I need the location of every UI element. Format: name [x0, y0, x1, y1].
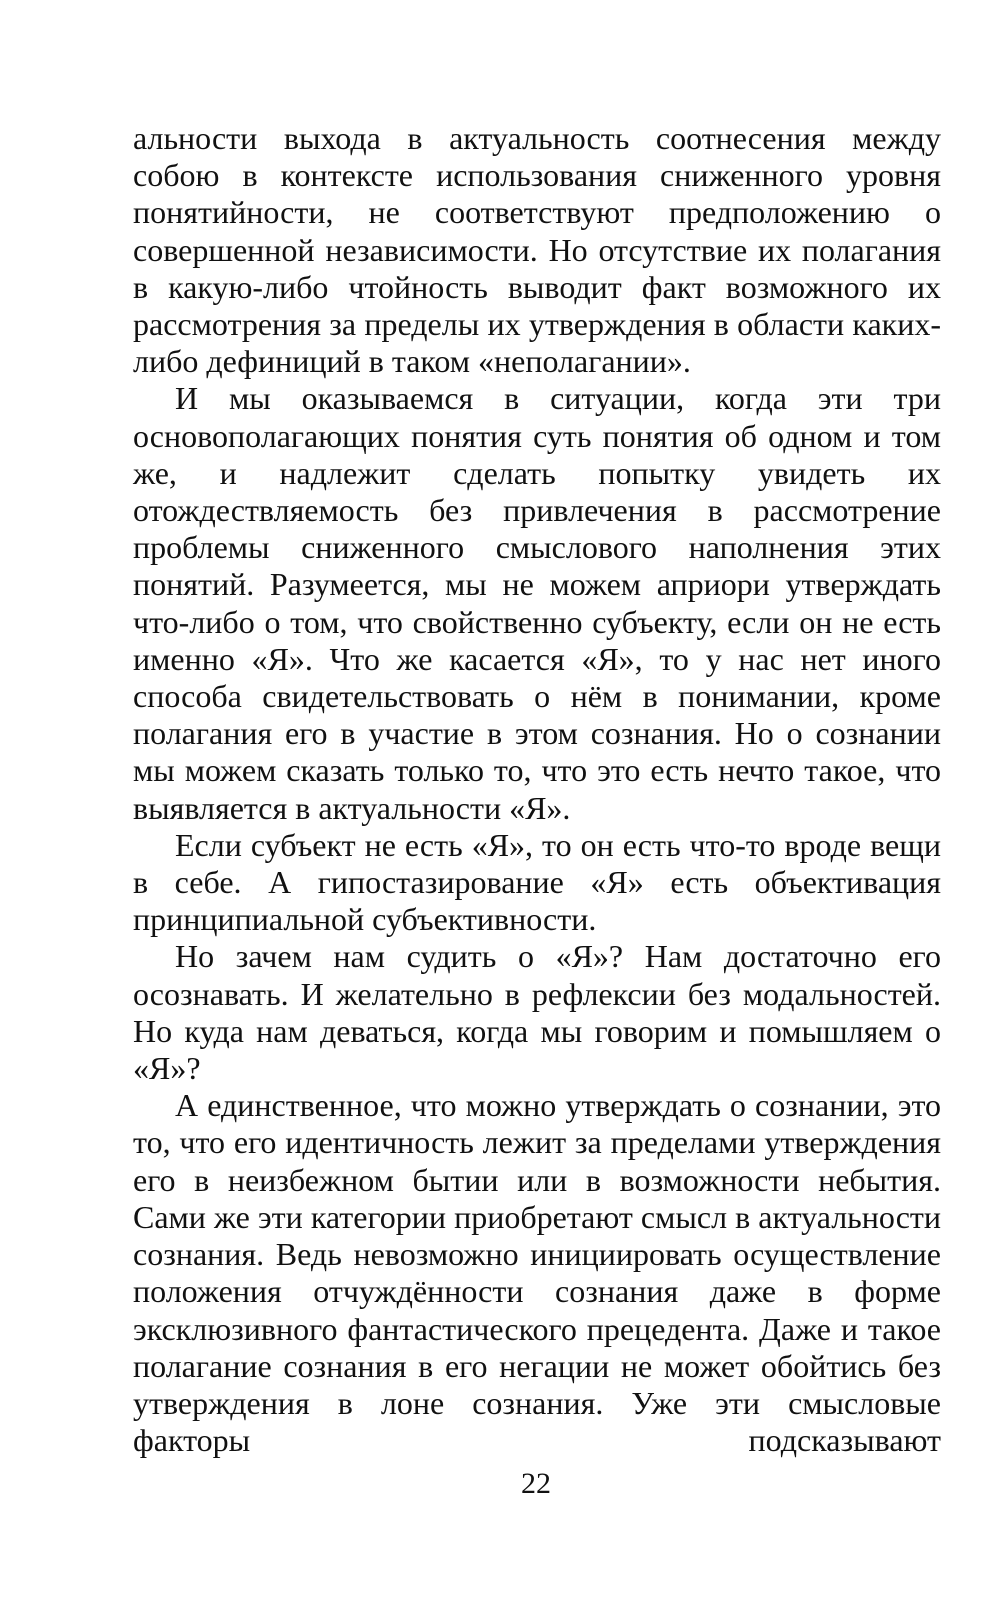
paragraph-2: И мы оказываемся в ситуации, когда эти три основополагающих понятия суть понятия об одном и том же, и надлежит сделать попытку увидеть их отождествляемость без привлечения в рассмотрение проблемы сниженного смыслового наполнения этих понятий. Разумеется, мы не можем априори утверждать что-либо о том, что свойственно субъекту, если он не есть именно «Я». Что же касается «Я», то у нас нет иного способа свидетельствовать о нём в понимании, кроме полагания его в участие в этом сознания. Но о сознании мы можем сказать только то, что это есть нечто такое, что выявляется в актуальности «Я». [133, 380, 941, 826]
body-text [133, 120, 941, 1459]
page-number: 22 [521, 1467, 551, 1500]
paragraph-5: А единственное, что можно утверждать о сознании, это то, что его идентичность лежит за пределами утверждения его в неизбежном бытии или в возможности небытия. Сами же эти категории приобретают смысл в актуальности сознания. Ведь невозможно инициировать осуществление положения отчуждённости сознания даже в форме эксклюзивного фантастического прецедента. Даже и такое полагание сознания в его негации не может обойтись без утверждения в лоне сознания. Уже эти смысловые факторы подсказывают [133, 1087, 941, 1459]
paragraph-4: Но зачем нам судить о «Я»? Нам достаточно его осознавать. И желательно в рефлексии без модальностей. Но куда нам деваться, когда мы говорим и помышляем о «Я»? [133, 938, 941, 1087]
paragraph-3: Если субъект не есть «Я», то он есть что-то вроде вещи в себе. А гипостазирование «Я» есть объективация принципиальной субъективности. [133, 826, 941, 938]
paragraph-1: альности выхода в актуальность соотнесения между собою в контексте использования сниженного уровня понятийности, не соответствуют предположению о совершенной независимости. Но отсутствие их полагания в какую-либо чтойность выводит факт возможного их рассмотрения за пределы их утверждения в области каких-либо дефиниций в таком «неполагании». [133, 120, 941, 380]
